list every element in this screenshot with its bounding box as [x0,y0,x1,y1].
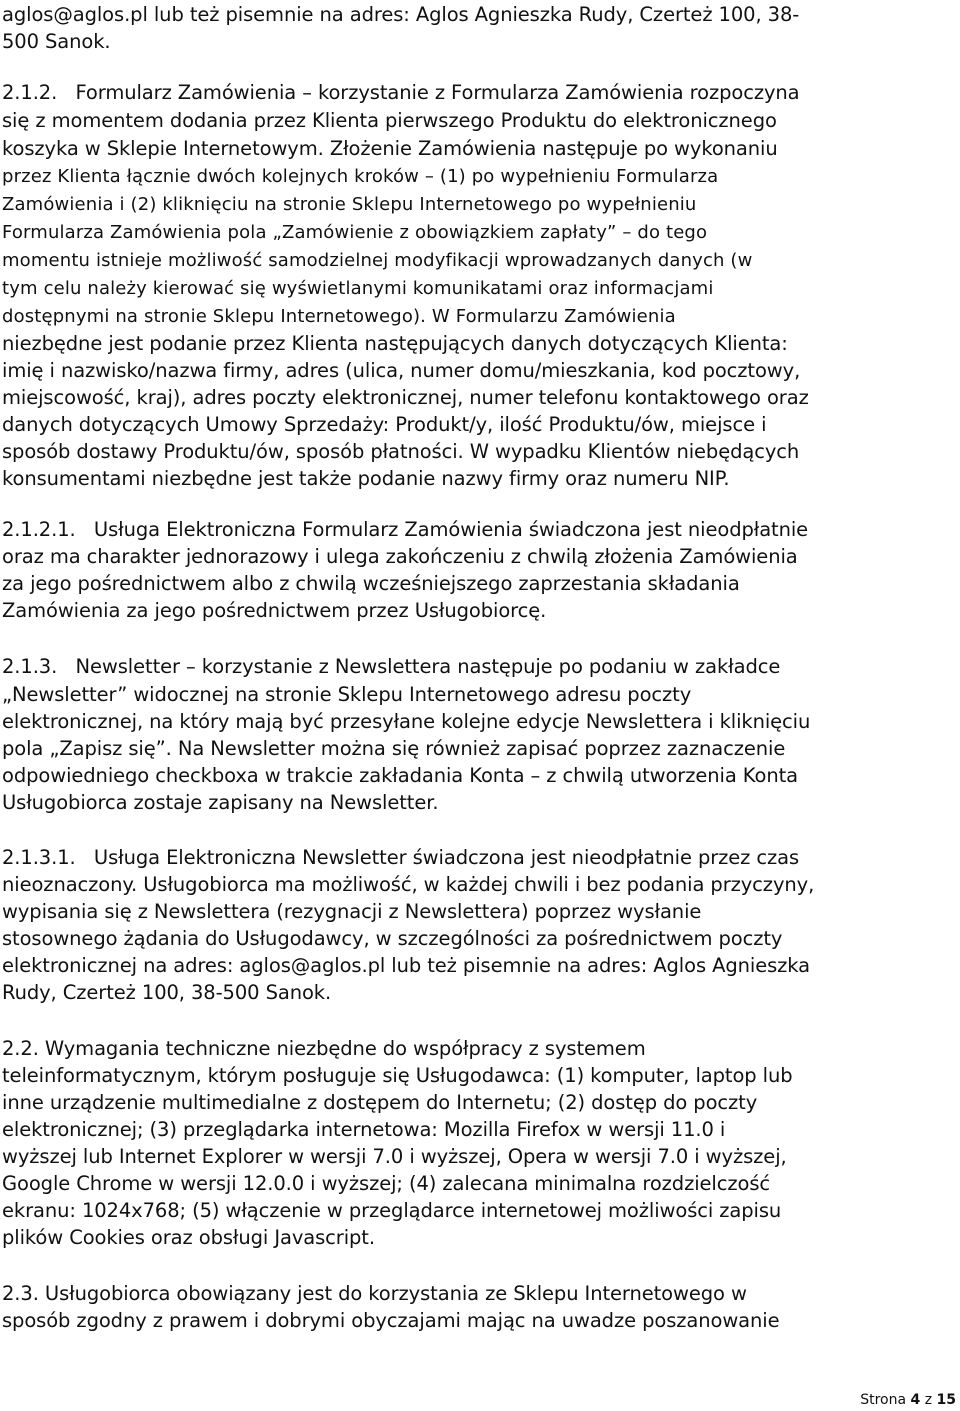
text-line: stosownego żądania do Usługodawcy, w szczególności za pośrednictwem poczty [2,927,783,950]
text-line: koszyka w Sklepie Internetowym. Złożenie Zamówienia następuje po wykonaniu [2,137,778,160]
text-line: miejscowość, kraj), adres poczty elektronicznej, numer telefonu kontaktowego oraz [2,386,809,409]
text-line: ekranu: 1024x768; (5) włączenie w przeglądarce internetowej możliwości zapisu [2,1199,782,1222]
text-line: imię i nazwisko/nazwa firmy, adres (ulica, numer domu/mieszkania, kod pocztowy, [2,359,801,382]
text-line: elektronicznej, na który mają być przesyłane kolejne edycje Newslettera i kliknięciu [2,710,811,733]
section-heading-2-1-2-1: 2.1.2.1. Usługa Elektroniczna Formularz Zamówienia świadczona jest nieodpłatnie [2,518,809,541]
text-line: Zamówienia za jego pośrednictwem przez Usługobiorcę. [2,599,547,622]
text-line: wypisania się z Newslettera (rezygnacji z Newslettera) poprzez wysłanie [2,900,702,923]
section-heading-2-1-3: 2.1.3. Newsletter – korzystanie z Newslettera następuje po podaniu w zakładce [2,655,781,678]
text-line: się z momentem dodania przez Klienta pierwszego Produktu do elektronicznego [2,109,777,132]
text-line: oraz ma charakter jednorazowy i ulega zakończeniu z chwilą złożenia Zamówienia [2,545,798,568]
text-line: nieoznaczony. Usługobiorca ma możliwość, w każdej chwili i bez podania przyczyny, [2,873,815,896]
text-line: Rudy, Czerteż 100, 38-500 Sanok. [2,981,332,1004]
text-line: pola „Zapisz się”. Na Newsletter można się również zapisać poprzez zaznaczenie [2,737,786,760]
section-heading-2-1-2: 2.1.2. Formularz Zamówienia – korzystanie z Formularza Zamówienia rozpoczyna [2,81,800,104]
text-line: plików Cookies oraz obsługi Javascript. [2,1226,375,1249]
page-label: Strona [860,1392,911,1408]
section-heading-2-2: 2.2. Wymagania techniczne niezbędne do współpracy z systemem [2,1037,646,1060]
current-page-number: 4 [910,1392,921,1408]
text-line: inne urządzenie multimedialne z dostępem do Internetu; (2) dostęp do poczty [2,1091,758,1114]
text-line: sposób zgodny z prawem i dobrymi obyczajami mając na uwadze poszanowanie [2,1309,780,1332]
text-line: dostępnymi na stronie Sklepu Internetowego). W Formularzu Zamówienia [2,306,676,327]
section-heading-2-1-3-1: 2.1.3.1. Usługa Elektroniczna Newsletter świadczona jest nieodpłatnie przez czas [2,846,800,869]
text-line: niezbędne jest podanie przez Klienta następujących danych dotyczących Klienta: [2,332,788,355]
text-line: Usługobiorca zostaje zapisany na Newsletter. [2,791,439,814]
page-number-footer [860,1391,956,1409]
text-line: danych dotyczących Umowy Sprzedaży: Produkt/y, ilość Produktu/ów, miejsce i [2,413,767,436]
page-separator: z [920,1392,937,1408]
text-line: przez Klienta łącznie dwóch kolejnych kroków – (1) po wypełnieniu Formularza [2,166,719,187]
section-heading-2-3: 2.3. Usługobiorca obowiązany jest do korzystania ze Sklepu Internetowego w [2,1282,747,1305]
text-line: Zamówienia i (2) kliknięciu na stronie Sklepu Internetowego po wypełnieniu [2,194,697,215]
text-line: konsumentami niezbędne jest także podanie nazwy firmy oraz numeru NIP. [2,467,730,490]
text-line: elektronicznej na adres: aglos@aglos.pl lub też pisemnie na adres: Aglos Agnieszka [2,954,810,977]
text-line: elektronicznej; (3) przeglądarka internetowa: Mozilla Firefox w wersji 11.0 i [2,1118,726,1141]
text-line: sposób dostawy Produktu/ów, sposób płatności. W wypadku Klientów niebędących [2,440,800,463]
text-line: momentu istnieje możliwość samodzielnej modyfikacji wprowadzanych danych (w [2,250,753,271]
text-line: odpowiedniego checkboxa w trakcie zakładania Konta – z chwilą utworzenia Konta [2,764,798,787]
text-line: 500 Sanok. [2,30,111,53]
total-pages-number: 15 [936,1392,956,1408]
text-line: Google Chrome w wersji 12.0.0 i wyższej; (4) zalecana minimalna rozdzielczość [2,1172,771,1195]
text-line: teleinformatycznym, którym posługuje się Usługodawca: (1) komputer, laptop lub [2,1064,793,1087]
text-line: „Newsletter” widocznej na stronie Sklepu Internetowego adresu poczty [2,683,692,706]
text-line: wyższej lub Internet Explorer w wersji 7.0 i wyższej, Opera w wersji 7.0 i wyższej, [2,1145,787,1168]
text-line: za jego pośrednictwem albo z chwilą wcześniejszego zaprzestania składania [2,572,740,595]
text-line: aglos@aglos.pl lub też pisemnie na adres: Aglos Agnieszka Rudy, Czerteż 100, 38- [2,3,800,26]
text-line: Formularza Zamówienia pola „Zamówienie z obowiązkiem zapłaty” – do tego [2,222,708,243]
text-line: tym celu należy kierować się wyświetlanymi komunikatami oraz informacjami [2,278,714,299]
